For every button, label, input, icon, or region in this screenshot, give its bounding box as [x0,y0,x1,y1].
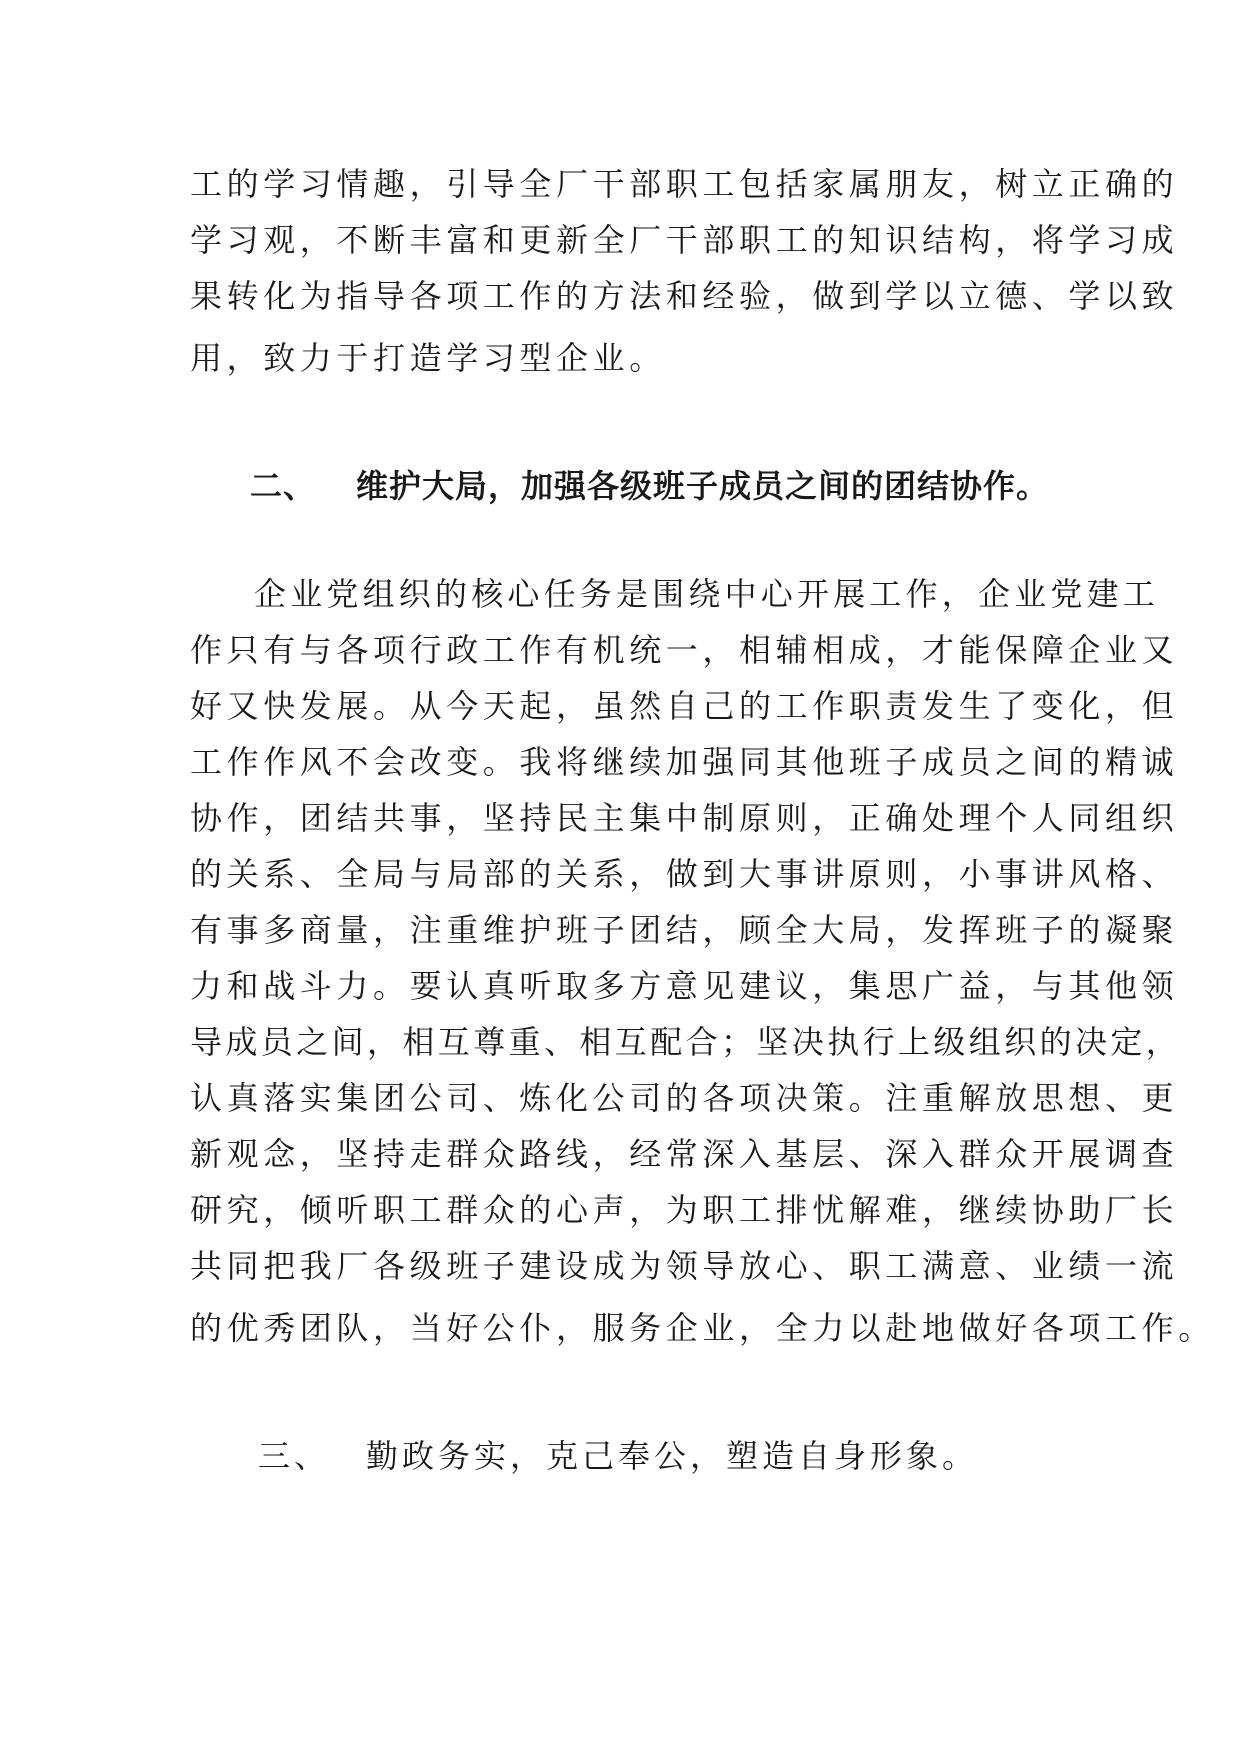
paragraph-line: 好又快发展。从今天起，虽然自己的工作职责发生了变化，但 [190,687,1179,725]
paragraph-line: 有事多商量，注重维护班子团结，顾全大局，发挥班子的凝聚 [190,911,1179,949]
paragraph-line: 工作作风不会改变。我将继续加强同其他班子成员之间的精诚 [190,743,1179,781]
section-number: 三、 [258,1437,331,1475]
paragraph-line: 作只有与各项行政工作有机统一，相辅相成，才能保障企业又 [190,631,1179,669]
paragraph-line: 学习观，不断丰富和更新全厂干部职工的知识结构，将学习成 [190,221,1179,259]
section-heading-3 [258,1436,978,1476]
section-number: 二、 [250,467,317,505]
paragraph-line: 工的学习情趣，引导全厂干部职工包括家属朋友，树立正确的 [190,165,1179,203]
paragraph-line-first: 企业党组织的核心任务是围绕中心开展工作，企业党建工 [254,575,1160,613]
paragraph-line: 导成员之间，相互尊重、相互配合；坚决执行上级组织的决定， [190,1023,1182,1061]
paragraph-line: 协作，团结共事，坚持民主集中制原则，正确处理个人同组织 [190,799,1179,837]
paragraph-line: 共同把我厂各级班子建设成为领导放心、职工满意、业绩一流 [190,1247,1179,1285]
paragraph-line: 果转化为指导各项工作的方法和经验，做到学以立德、学以致 [190,277,1179,315]
paragraph-line: 新观念，坚持走群众路线，经常深入基层、深入群众开展调查 [190,1135,1179,1173]
paragraph-line: 研究，倾听职工群众的心声，为职工排忧解难，继续协助厂长 [190,1191,1179,1229]
paragraph-line: 认真落实集团公司、炼化公司的各项决策。注重解放思想、更 [190,1079,1179,1117]
paragraph-line: 用，致力于打造学习型企业。 [190,339,666,377]
section-heading-2 [250,466,1049,506]
section-title: 维护大局，加强各级班子成员之间的团结协作。 [356,467,1050,505]
paragraph-line: 的关系、全局与局部的关系，做到大事讲原则，小事讲风格、 [190,855,1179,893]
paragraph-line: 力和战斗力。要认真听取多方意见建议，集思广益，与其他领 [190,967,1179,1005]
section-title: 勤政务实，克己奉公，塑造自身形象。 [366,1437,979,1475]
paragraph-line: 的优秀团队，当好公仆，服务企业，全力以赴地做好各项工作。 [190,1309,1215,1347]
